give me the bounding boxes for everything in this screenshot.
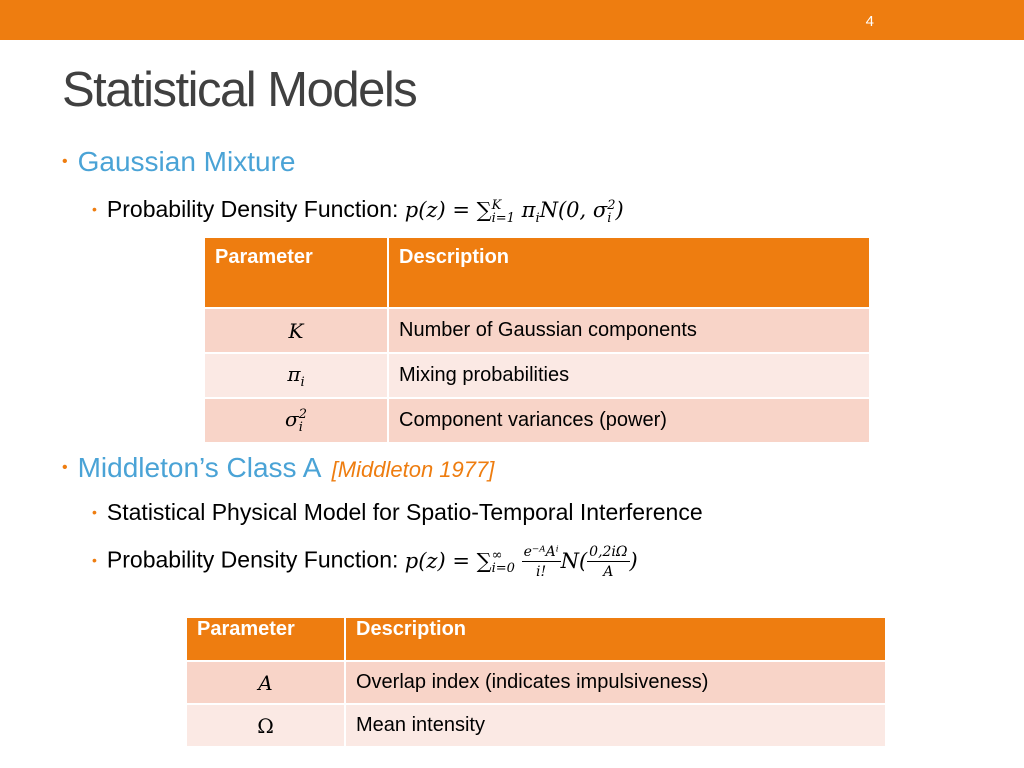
slide-title: Statistical Models bbox=[62, 63, 417, 117]
table-row bbox=[205, 398, 870, 442]
table-header-row bbox=[187, 618, 886, 661]
sigma-sup: 2 bbox=[607, 197, 616, 213]
sum-upper: ∞ bbox=[491, 548, 503, 563]
formula-normal: N(0, σ bbox=[539, 198, 608, 222]
header-description: Description bbox=[345, 618, 886, 661]
symbol-sup: 2 bbox=[298, 406, 307, 422]
bullet-icon: • bbox=[92, 504, 97, 520]
gaussian-pdf-formula bbox=[404, 197, 624, 227]
sum-lower: i=1 bbox=[491, 210, 515, 226]
symbol-sub: i bbox=[298, 419, 303, 435]
parameter-symbol bbox=[205, 308, 388, 353]
gaussian-parameter-table bbox=[205, 238, 871, 442]
sum-upper: K bbox=[491, 197, 502, 213]
section-heading-middleton bbox=[62, 452, 494, 484]
pdf-label: Probability Density Function: bbox=[106, 196, 399, 222]
table-row bbox=[187, 661, 886, 704]
bullet-icon: • bbox=[62, 153, 68, 170]
parameter-description: Overlap index (indicates impulsiveness) bbox=[345, 661, 886, 704]
symbol-sub: i bbox=[300, 374, 305, 390]
sum-symbol: ∑ bbox=[476, 198, 492, 222]
bullet-icon: • bbox=[62, 459, 68, 476]
table-row bbox=[205, 353, 870, 398]
parameter-description: Number of Gaussian components bbox=[388, 308, 870, 353]
sum-limits bbox=[492, 199, 515, 225]
fraction-denominator: i! bbox=[536, 564, 547, 580]
middleton-parameter-table bbox=[187, 618, 887, 746]
middleton-pdf-formula bbox=[404, 544, 638, 580]
bullet-icon: • bbox=[92, 551, 97, 568]
parameter-symbol: Ω bbox=[187, 704, 345, 746]
sum-limits bbox=[492, 549, 515, 575]
parameter-symbol: A bbox=[187, 661, 345, 704]
parameter-description: Mixing probabilities bbox=[388, 353, 870, 398]
parameter-description: Mean intensity bbox=[345, 704, 886, 746]
formula-close: ) bbox=[629, 548, 638, 573]
heading-text: Middleton’s Class A bbox=[77, 452, 320, 483]
citation: [Middleton 1977] bbox=[331, 457, 495, 482]
header-description: Description bbox=[388, 238, 870, 308]
sigma-scripts bbox=[607, 199, 615, 225]
symbol-base: π bbox=[287, 361, 301, 386]
formula-pi-sub: i bbox=[535, 211, 540, 227]
bullet-icon: • bbox=[92, 201, 97, 217]
pdf-bullet-middleton bbox=[92, 545, 638, 579]
description-bullet bbox=[92, 499, 703, 526]
slide-number: 4 bbox=[865, 13, 874, 30]
pdf-label: Probability Density Function: bbox=[106, 546, 399, 573]
formula-close: ) bbox=[615, 198, 624, 222]
fraction-poisson bbox=[522, 545, 561, 579]
pdf-bullet-gaussian bbox=[92, 196, 624, 226]
symbol-base: K bbox=[288, 318, 304, 343]
top-accent-bar bbox=[0, 0, 1024, 40]
formula-lhs: p(z) = bbox=[404, 198, 477, 222]
table-row bbox=[187, 704, 886, 746]
symbol-base: σ bbox=[285, 407, 299, 432]
description-text: Statistical Physical Model for Spatio-Temporal Interference bbox=[106, 499, 703, 525]
sigma-sub: i bbox=[607, 210, 612, 226]
table-header-row bbox=[205, 238, 870, 308]
symbol-scripts bbox=[299, 408, 307, 434]
parameter-description: Component variances (power) bbox=[388, 398, 870, 442]
fraction-numerator: e⁻ᴬAⁱ bbox=[523, 544, 559, 560]
table-row bbox=[205, 308, 870, 353]
formula-lhs: p(z) = bbox=[404, 548, 477, 573]
section-heading-gaussian-mixture bbox=[62, 146, 295, 178]
formula-pi: π bbox=[521, 198, 536, 222]
parameter-symbol bbox=[205, 398, 388, 442]
sum-symbol: ∑ bbox=[476, 548, 492, 573]
fraction-variance bbox=[587, 545, 629, 579]
formula-normal: N( bbox=[560, 548, 588, 573]
fraction-denominator: A bbox=[603, 564, 614, 580]
header-parameter: Parameter bbox=[187, 618, 345, 661]
fraction-numerator: 0,2iΩ bbox=[589, 544, 628, 560]
parameter-symbol bbox=[205, 353, 388, 398]
sum-lower: i=0 bbox=[491, 561, 515, 576]
header-parameter: Parameter bbox=[205, 238, 388, 308]
heading-text: Gaussian Mixture bbox=[77, 146, 296, 177]
